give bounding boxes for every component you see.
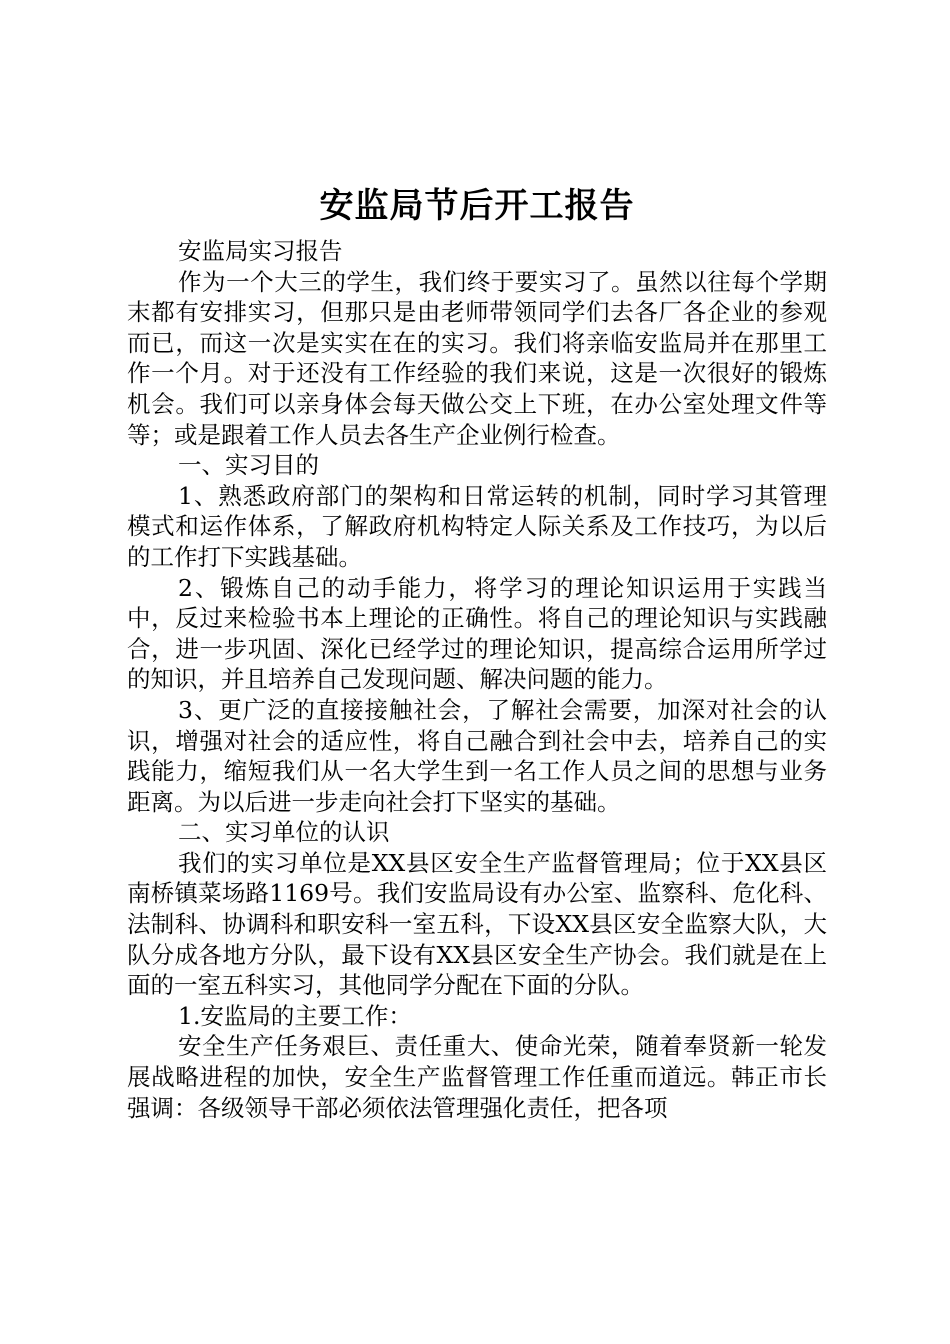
goal-paragraph-3: 3、更广泛的直接接触社会，了解社会需要，加深对社会的认识，增强对社会的适应性，将自己融合到社会中去，培养自己的实践能力，缩短我们从一名大学生到一名工作人员之间的思想与业务距离。为以后进一步走向社会打下坚实的基础。 (127, 695, 827, 816)
intro-paragraph: 作为一个大三的学生，我们终于要实习了。虽然以往每个学期末都有安排实习，但那只是由老师带领同学们去各厂各企业的参观而已，而这一次是实实在在的实习。我们将亲临安监局并在那里工作一个月。对于还没有工作经验的我们来说，这是一次很好的锻炼机会。我们可以亲身体会每天做公交上下班，在办公室处理文件等等；或是跟着工作人员去各生产企业例行检查。 (127, 267, 827, 449)
subsection-heading-work: 1.安监局的主要工作： (178, 1001, 412, 1030)
document-page (127, 180, 827, 1123)
report-subtitle: 安监局实习报告 (178, 237, 343, 265)
section-heading-unit: 二、实习单位的认识 (178, 818, 390, 847)
document-title: 安监局节后开工报告 (319, 186, 635, 226)
work-paragraph: 安全生产任务艰巨、责任重大、使命光荣，随着奉贤新一轮发展战略进程的加快，安全生产监督管理工作任重而道远。韩正市长强调：各级领导干部必须依法管理强化责任，把各项 (127, 1032, 827, 1122)
unit-paragraph: 我们的实习单位是XX县区安全生产监督管理局；位于XX县区南桥镇菜场路1169号。我们安监局设有办公室、监察科、危化科、法制科、协调科和职安科一室五科，下设XX县区安全监察大队，大队分成各地方分队，最下设有XX县区安全生产协会。我们就是在上面的一室五科实习，其他同学分配在下面的分队。 (127, 848, 827, 1000)
goal-paragraph-1: 1、熟悉政府部门的架构和日常运转的机制，同时学习其管理模式和运作体系，了解政府机构特定人际关系及工作技巧，为以后的工作打下实践基础。 (127, 481, 827, 571)
goal-paragraph-2: 2、锻炼自己的动手能力，将学习的理论知识运用于实践当中，反过来检验书本上理论的正确性。将自己的理论知识与实践融合，进一步巩固、深化已经学过的理论知识，提高综合运用所学过的知识，并且培养自己发现问题、解决问题的能力。 (127, 573, 827, 694)
section-heading-goals: 一、实习目的 (178, 451, 319, 480)
